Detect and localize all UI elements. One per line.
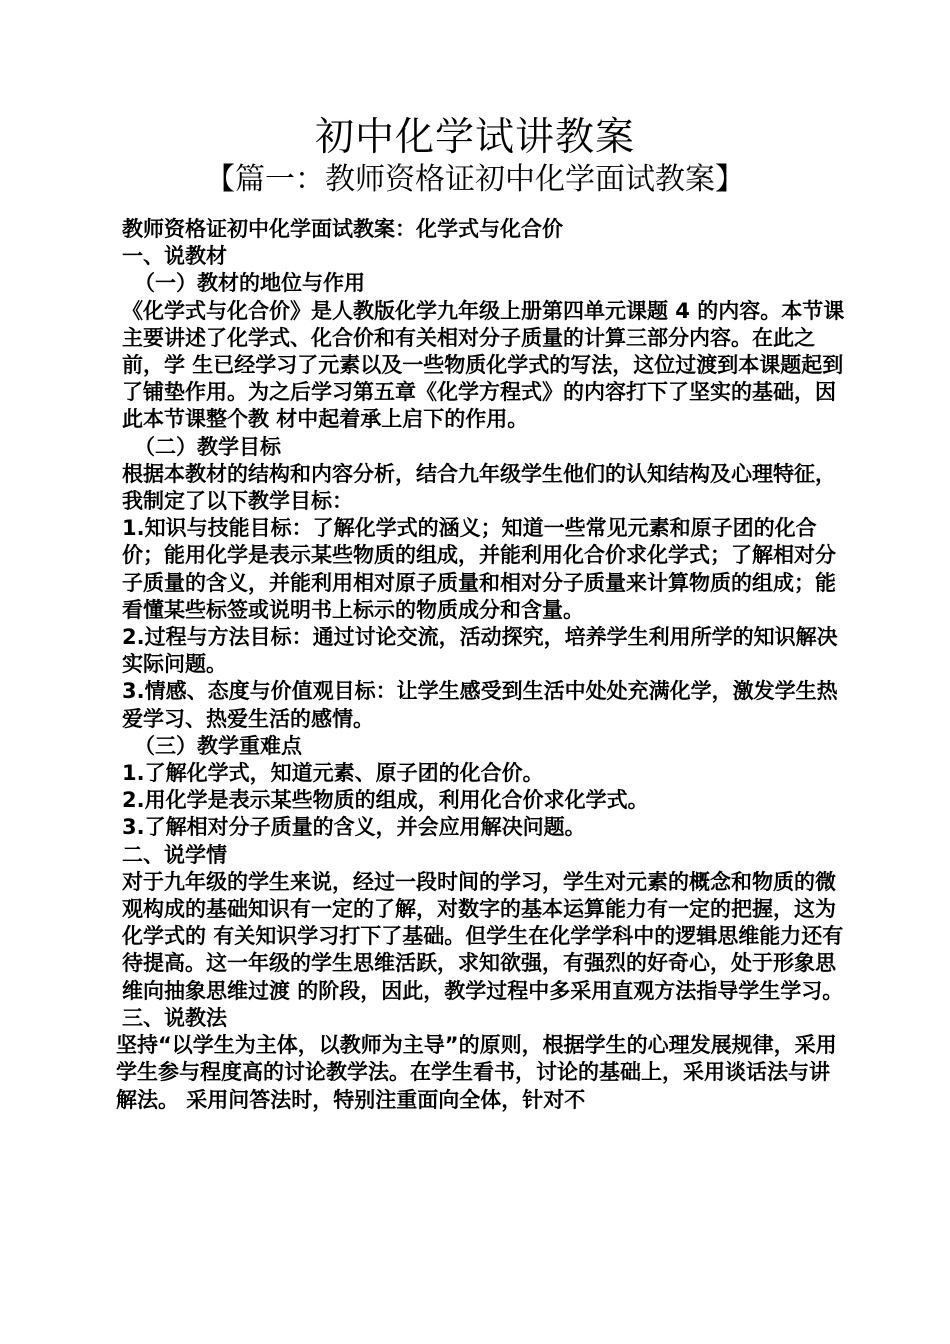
- paragraph-goals-intro: 根据本教材的结构和内容分析，结合九年级学生他们的认知结构及心理特征，我制定了以下教学目标：: [122, 461, 836, 514]
- list-item-key-point-1: 1.了解化学式，知道元素、原子团的化合价。: [122, 761, 544, 786]
- document-title: 初中化学试讲教案: [314, 115, 635, 160]
- paragraph-status: 《化学式与化合价》是人教版化学九年级上册第四单元课题 4 的内容。本节课主要讲述了化学式、化合价和有关相对分子质量的计算三部分内容。在此之前，学 生已经学习了元素以及一些物质化学式的写法，这位过渡到本课题起到了铺垫作用。为之后学习第五章《化学方程式》的内容打下了坚实的基础，因此本节课整个教 材中起着承上启下的作用。: [122, 298, 845, 432]
- section-heading-textbook: 一、说教材: [122, 244, 227, 269]
- list-item-key-point-2: 2.用化学是表示某些物质的组成，利用化合价求化学式。: [122, 788, 649, 813]
- subsection-heading-key-points: （三）教学重难点: [134, 733, 302, 758]
- paragraph-students: 对于九年级的学生来说，经过一段时间的学习，学生对元素的概念和物质的微观构成的基础知识有一定的了解，对数字的基本运算能力有一定的把握，这为化学式的 有关知识学习打下了基础。但学生在化学学科中的逻辑思维能力还有待提高。这一年级的学生思维活跃，求知欲强，有强烈的好奇心，处于形象思维向抽象思维过渡 的阶段，因此，教学过程中多采用直观方法指导学生学习。: [122, 869, 844, 1003]
- list-item-goal-knowledge: 1.知识与技能目标：了解化学式的涵义；知道一些常见元素和原子团的化合价；能用化学是表示某些物质的组成，并能利用化合价求化学式；了解相对分子质量的含义，并能利用相对原子质量和相对分子质量来计算物质的组成；能看懂某些标签或说明书上标示的物质成分和含量。: [122, 516, 836, 622]
- document-subtitle: 【篇一：教师资格证初中化学面试教案】: [205, 162, 745, 197]
- paragraph-methods: 坚持“以学生为主体，以教师为主导”的原则，根据学生的心理发展规律，采用学生参与程度高的讨论教学法。在学生看书，讨论的基础上，采用谈话法与讲解法。 采用问答法时，特别注重面向全体，针对不: [116, 1033, 837, 1112]
- section-heading-students: 二、说学情: [122, 842, 227, 867]
- subsection-heading-goals: （二）教学目标: [134, 434, 281, 459]
- lesson-heading: 教师资格证初中化学面试教案：化学式与化合价: [122, 217, 563, 241]
- list-item-goal-attitude: 3.情感、态度与价值观目标：让学生感受到生活中处处充满化学，激发学生热爱学习、热爱生活的感情。: [122, 679, 838, 731]
- subsection-heading-status: （一）教材的地位与作用: [134, 271, 365, 296]
- section-heading-methods: 三、说教法: [122, 1005, 227, 1030]
- list-item-key-point-3: 3.了解相对分子质量的含义，并会应用解决问题。: [122, 815, 586, 840]
- list-item-goal-process: 2.过程与方法目标：通过讨论交流，活动探究，培养学生利用所学的知识解决实际问题。: [122, 625, 838, 677]
- document-body: [116, 216, 846, 1114]
